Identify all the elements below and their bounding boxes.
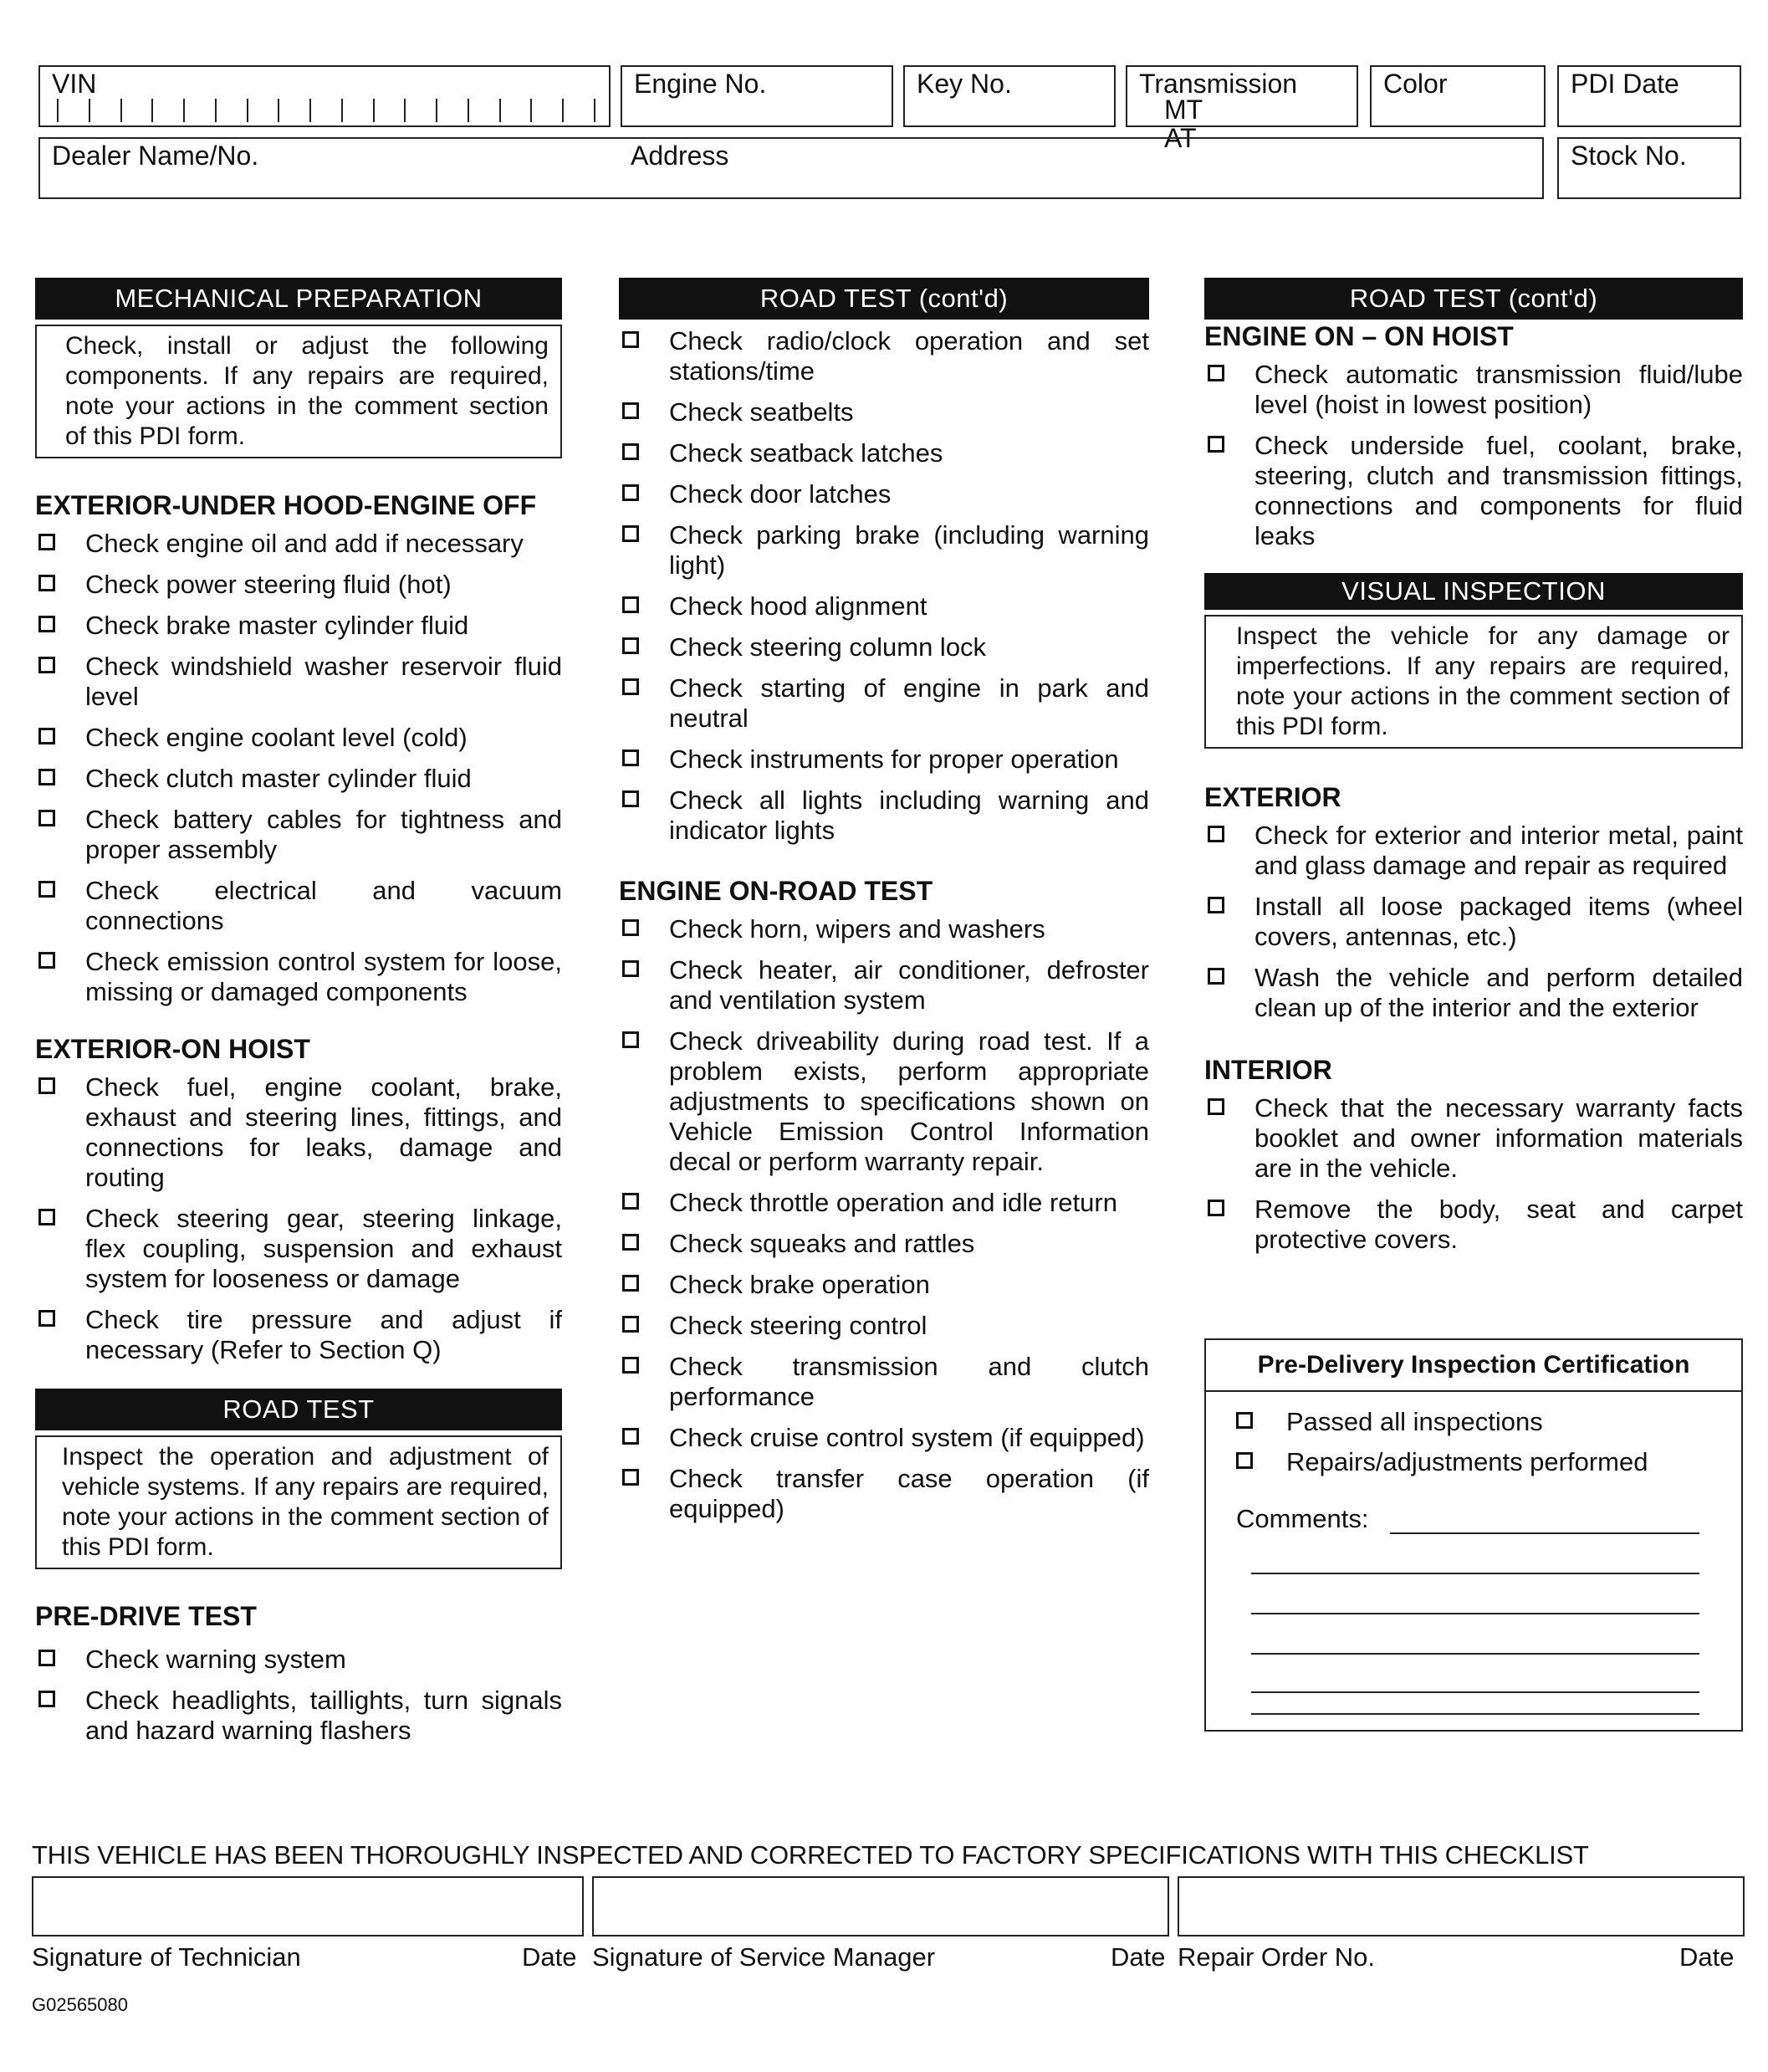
checklist-item[interactable]: Check squeaks and rattles <box>619 1229 1149 1259</box>
checkbox[interactable] <box>622 1275 639 1292</box>
checkbox[interactable] <box>622 331 639 348</box>
checkbox[interactable] <box>38 810 55 826</box>
checkbox[interactable] <box>38 616 55 632</box>
checklist-item[interactable]: Remove the body, seat and carpet protective covers. <box>1204 1195 1743 1255</box>
checklist-item[interactable]: Check that the necessary warranty facts booklet and owner information materials are in the vehicle. <box>1204 1093 1743 1184</box>
checkbox[interactable] <box>38 1077 55 1094</box>
transmission-option-mt[interactable]: MT <box>1164 95 1203 125</box>
checkbox[interactable] <box>1208 826 1224 842</box>
comment-line[interactable] <box>1251 1713 1699 1715</box>
stock-no-label: Stock No. <box>1571 141 1687 171</box>
checkbox[interactable] <box>1208 1098 1224 1115</box>
transmission-label: Transmission <box>1139 69 1298 99</box>
checkbox[interactable] <box>622 1031 639 1048</box>
checkbox[interactable] <box>622 596 639 613</box>
color-field[interactable] <box>1370 65 1546 127</box>
exterior-heading: EXTERIOR <box>1204 782 1341 812</box>
checkbox[interactable] <box>38 952 55 969</box>
key-no-field[interactable] <box>903 65 1116 127</box>
key-no-label: Key No. <box>917 69 1012 99</box>
pdi-certification-box <box>1204 1338 1743 1732</box>
exterior-under-hood-heading: EXTERIOR-UNDER HOOD-ENGINE OFF <box>35 490 537 520</box>
checklist-item[interactable]: Check steering column lock <box>619 632 1149 663</box>
checkbox[interactable] <box>38 1650 55 1666</box>
comment-line[interactable] <box>1390 1532 1699 1534</box>
checklist-item[interactable]: Check hood alignment <box>619 591 1149 622</box>
checklist-item[interactable]: Check tire pressure and adjust if necessary (Refer to Section Q) <box>35 1305 562 1365</box>
checklist-item[interactable]: Check emission control system for loose, missing or damaged components <box>35 947 562 1007</box>
repair-order-box[interactable] <box>1178 1876 1745 1936</box>
checklist-item[interactable]: Check starting of engine in park and neutral <box>619 673 1149 734</box>
dealer-label: Dealer Name/No. <box>52 141 259 171</box>
checkbox[interactable] <box>622 1316 639 1333</box>
inspection-statement: THIS VEHICLE HAS BEEN THOROUGHLY INSPECTED AND CORRECTED TO FACTORY SPECIFICATIONS WITH THIS CHECKLIST <box>32 1840 1589 1870</box>
checklist-item[interactable]: Check parking brake (including warning light) <box>619 520 1149 581</box>
checklist-item[interactable]: Check cruise control system (if equipped) <box>619 1423 1149 1453</box>
checklist-item[interactable]: Check headlights, taillights, turn signals and hazard warning flashers <box>35 1686 562 1746</box>
checklist-item[interactable]: Check heater, air conditioner, defroster and ventilation system <box>619 955 1149 1016</box>
visual-inspection-instructions: Inspect the vehicle for any damage or imperfections. If any repairs are required, note your actions in the comment section of this PDI form. <box>1204 615 1743 749</box>
checkbox[interactable] <box>1236 1412 1253 1429</box>
dealer-address-field[interactable] <box>38 137 1544 199</box>
engine-no-label: Engine No. <box>634 69 767 99</box>
checkbox[interactable] <box>1208 436 1224 453</box>
checkbox[interactable] <box>622 1193 639 1210</box>
checklist-item[interactable]: Check electrical and vacuum connections <box>35 876 562 936</box>
color-label: Color <box>1383 69 1448 99</box>
checklist-item[interactable]: Check brake operation <box>619 1270 1149 1300</box>
road-test-contd-header: ROAD TEST (cont'd) <box>619 278 1149 320</box>
checkbox[interactable] <box>1208 1200 1224 1216</box>
checklist-item[interactable]: Check for exterior and interior metal, paint and glass damage and repair as required <box>1204 821 1743 881</box>
technician-signature-box[interactable] <box>32 1876 584 1936</box>
vin-character-boxes <box>57 99 595 122</box>
checkbox[interactable] <box>38 575 55 591</box>
transmission-field[interactable] <box>1126 65 1358 153</box>
checklist-item[interactable]: Check driveability during road test. If a problem exists, perform appropriate adjustments to specifications shown on Vehicle Emission Control Information decal or perform warranty repair. <box>619 1026 1149 1177</box>
column-mechanical <box>35 278 562 1757</box>
checkbox[interactable] <box>622 750 639 766</box>
checklist-item[interactable]: Check instruments for proper operation <box>619 744 1149 775</box>
transmission-option-at[interactable]: AT <box>1164 123 1197 153</box>
checkbox[interactable] <box>38 728 55 744</box>
checklist-item[interactable]: Check seatback latches <box>619 438 1149 468</box>
checklist-item[interactable]: Check seatbelts <box>619 397 1149 427</box>
checkbox[interactable] <box>38 1209 55 1225</box>
checklist-item[interactable]: Check transmission and clutch performance <box>619 1352 1149 1412</box>
comment-line[interactable] <box>1251 1653 1699 1655</box>
mechanical-preparation-header: MECHANICAL PREPARATION <box>35 278 562 320</box>
comment-line[interactable] <box>1251 1691 1699 1693</box>
checklist-item[interactable]: Check brake master cylinder fluid <box>35 611 562 641</box>
comment-line[interactable] <box>1251 1573 1699 1574</box>
engine-on-hoist-heading: ENGINE ON – ON HOIST <box>1204 321 1514 351</box>
checklist-item[interactable]: Check clutch master cylinder fluid <box>35 764 562 794</box>
road-test-instructions: Inspect the operation and adjustment of vehicle systems. If any repairs are required, note your actions in the comment section of this PDI form. <box>35 1435 562 1569</box>
checkbox[interactable] <box>622 402 639 419</box>
column-visual-inspection <box>1204 278 1743 1266</box>
checklist-item[interactable]: Check radio/clock operation and set stations/time <box>619 326 1149 386</box>
checklist-item[interactable]: Check steering gear, steering linkage, flex coupling, suspension and exhaust system for looseness or damage <box>35 1204 562 1294</box>
checklist-item[interactable]: Check all lights including warning and indicator lights <box>619 785 1149 846</box>
checklist-item[interactable]: Check engine coolant level (cold) <box>35 723 562 753</box>
checkbox[interactable] <box>38 1691 55 1707</box>
checkbox[interactable] <box>622 919 639 936</box>
mechanical-instructions: Check, install or adjust the following components. If any repairs are required, note your actions in the comment section of this PDI form. <box>35 325 562 458</box>
vin-label: VIN <box>52 69 97 99</box>
interior-heading: INTERIOR <box>1204 1055 1332 1085</box>
checkbox[interactable] <box>622 1469 639 1486</box>
date-label-1: Date <box>522 1942 577 1972</box>
certification-item[interactable]: Repairs/adjustments performed <box>1206 1447 1741 1477</box>
repair-order-label: Repair Order No. <box>1178 1942 1376 1972</box>
checklist-item[interactable]: Check battery cables for tightness and proper assembly <box>35 805 562 865</box>
signature-manager-label: Signature of Service Manager <box>592 1942 936 1972</box>
checkbox[interactable] <box>38 657 55 673</box>
vin-field[interactable] <box>38 65 611 127</box>
comments-label: Comments: <box>1236 1504 1369 1533</box>
checkbox[interactable] <box>622 1428 639 1445</box>
date-label-3: Date <box>1679 1942 1735 1972</box>
signature-technician-label: Signature of Technician <box>32 1942 301 1972</box>
pdi-date-label: PDI Date <box>1571 69 1679 99</box>
checklist-item[interactable]: Check underside fuel, coolant, brake, steering, clutch and transmission fittings, connections and components for fluid leaks <box>1204 431 1743 551</box>
checkbox[interactable] <box>38 1310 55 1327</box>
visual-inspection-header: VISUAL INSPECTION <box>1204 573 1743 610</box>
checkbox[interactable] <box>1208 897 1224 913</box>
checkbox[interactable] <box>622 960 639 977</box>
certification-item[interactable]: Passed all inspections <box>1206 1407 1741 1437</box>
column-road-test-contd <box>619 278 1149 1535</box>
checklist-item[interactable]: Check throttle operation and idle return <box>619 1188 1149 1218</box>
checklist-item[interactable]: Wash the vehicle and perform detailed clean up of the interior and the exterior <box>1204 963 1743 1023</box>
pre-drive-test-heading: PRE-DRIVE TEST <box>35 1601 257 1631</box>
date-label-2: Date <box>1111 1942 1166 1972</box>
exterior-on-hoist-heading: EXTERIOR-ON HOIST <box>35 1034 310 1064</box>
pdi-date-field[interactable] <box>1557 65 1741 127</box>
checklist-item[interactable]: Check transfer case operation (if equipped) <box>619 1464 1149 1524</box>
service-manager-signature-box[interactable] <box>592 1876 1169 1936</box>
checklist-item[interactable]: Check engine oil and add if necessary <box>35 529 562 559</box>
checkbox[interactable] <box>622 484 639 501</box>
address-label: Address <box>631 141 729 171</box>
checkbox[interactable] <box>1208 968 1224 985</box>
checkbox[interactable] <box>622 443 639 460</box>
checklist-item[interactable]: Check warning system <box>35 1645 562 1675</box>
checkbox[interactable] <box>622 1357 639 1374</box>
checkbox[interactable] <box>622 525 639 542</box>
checklist-item[interactable]: Check steering control <box>619 1311 1149 1341</box>
checklist-item[interactable]: Install all loose packaged items (wheel covers, antennas, etc.) <box>1204 892 1743 952</box>
checklist-item[interactable]: Check door latches <box>619 479 1149 509</box>
checklist-item[interactable]: Check horn, wipers and washers <box>619 914 1149 944</box>
checkbox[interactable] <box>38 881 55 898</box>
checkbox[interactable] <box>1208 365 1224 381</box>
checklist-item[interactable]: Check fuel, engine coolant, brake, exhaust and steering lines, fittings, and connections for leaks, damage and routing <box>35 1072 562 1193</box>
road-test-contd-header-2: ROAD TEST (cont'd) <box>1204 278 1743 320</box>
checkbox[interactable] <box>622 790 639 807</box>
checklist-item[interactable]: Check power steering fluid (hot) <box>35 570 562 600</box>
checkbox[interactable] <box>1236 1452 1253 1469</box>
checkbox[interactable] <box>622 637 639 654</box>
document-code: G02565080 <box>32 1994 128 2015</box>
checkbox[interactable] <box>622 678 639 695</box>
road-test-header: ROAD TEST <box>35 1389 562 1430</box>
checkbox[interactable] <box>622 1234 639 1251</box>
checkbox[interactable] <box>38 534 55 550</box>
certification-title: Pre-Delivery Inspection Certification <box>1206 1340 1741 1392</box>
checkbox[interactable] <box>38 769 55 785</box>
engine-no-field[interactable] <box>621 65 893 127</box>
comment-line[interactable] <box>1251 1613 1699 1614</box>
stock-no-field[interactable] <box>1557 137 1741 199</box>
engine-on-road-test-heading: ENGINE ON-ROAD TEST <box>619 876 933 906</box>
checklist-item[interactable]: Check windshield washer reservoir fluid level <box>35 652 562 712</box>
checklist-item[interactable]: Check automatic transmission fluid/lube level (hoist in lowest position) <box>1204 360 1743 420</box>
